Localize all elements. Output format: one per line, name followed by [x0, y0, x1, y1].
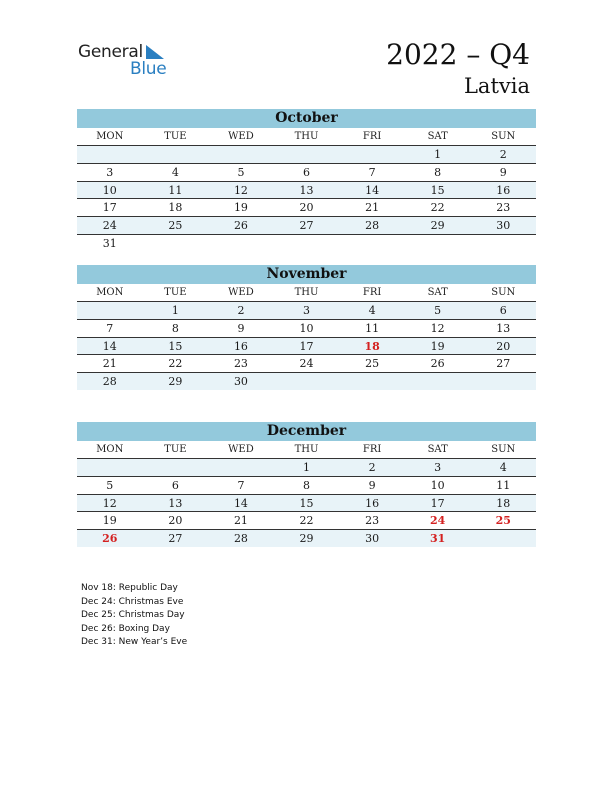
holiday-note: Dec 26: Boxing Day — [81, 623, 170, 634]
date-cell: 23 — [233, 357, 248, 371]
date-cell: 14 — [365, 183, 380, 197]
date-cell: 25 — [365, 357, 380, 371]
date-cell: 3 — [106, 165, 114, 179]
weekday-label: WED — [228, 131, 254, 142]
date-cell: 2 — [237, 304, 245, 317]
date-cell: 19 — [233, 201, 248, 215]
date-cell — [339, 373, 405, 390]
date-cell: 14 — [102, 339, 117, 353]
weekday-label: SUN — [491, 131, 516, 142]
date-cell — [470, 235, 536, 252]
holiday-note: Dec 25: Christmas Day — [81, 610, 185, 621]
holiday-date-cell: 31 — [430, 532, 446, 546]
date-cell: 30 — [496, 219, 511, 233]
weekday-label: THU — [294, 131, 319, 142]
week-row — [77, 530, 536, 547]
date-cell: 8 — [303, 478, 311, 492]
date-cell: 1 — [434, 148, 442, 161]
date-cell — [208, 146, 274, 163]
date-cell — [470, 373, 536, 390]
date-cell: 23 — [365, 514, 380, 528]
date-cell: 4 — [171, 165, 179, 179]
month-december — [77, 422, 536, 547]
date-cell: 17 — [102, 201, 117, 215]
date-cell: 28 — [365, 219, 380, 233]
date-cell: 15 — [299, 496, 314, 510]
date-cell: 13 — [168, 496, 183, 510]
date-cell — [143, 146, 209, 163]
date-cell — [470, 530, 536, 547]
month-october — [77, 109, 536, 252]
date-cell: 17 — [299, 339, 314, 353]
holiday-date-cell: 18 — [364, 339, 380, 353]
date-cell: 3 — [303, 304, 311, 317]
date-cell: 1 — [171, 304, 179, 317]
weekday-label: TUE — [164, 444, 187, 455]
weekday-label: THU — [294, 287, 319, 298]
date-cell: 9 — [368, 478, 376, 492]
date-cell: 10 — [102, 183, 117, 197]
date-cell: 11 — [496, 478, 511, 492]
date-cell: 15 — [430, 183, 445, 197]
week-row — [77, 338, 536, 356]
week-row — [77, 146, 536, 164]
holiday-date-cell: 26 — [102, 532, 118, 546]
date-cell: 22 — [299, 514, 314, 528]
weekday-label: THU — [294, 444, 319, 455]
date-cell: 17 — [430, 496, 445, 510]
week-row — [77, 217, 536, 235]
date-cell: 22 — [168, 357, 183, 371]
date-cell: 11 — [168, 183, 183, 197]
date-cell: 13 — [299, 183, 314, 197]
weekday-label: FRI — [362, 287, 382, 298]
date-cell: 10 — [430, 478, 445, 492]
date-cell: 20 — [299, 201, 314, 215]
weekday-label: TUE — [164, 131, 187, 142]
week-row — [77, 182, 536, 200]
date-cell: 28 — [233, 532, 248, 546]
date-cell: 5 — [434, 304, 442, 317]
date-cell: 27 — [168, 532, 183, 546]
date-cell — [274, 146, 340, 163]
holiday-notes — [81, 582, 187, 650]
holiday-date-cell: 24 — [430, 514, 446, 528]
date-cell: 8 — [171, 321, 179, 335]
weekday-header-row — [77, 441, 536, 459]
month-header: October — [77, 109, 536, 128]
logo — [78, 42, 178, 82]
week-row — [77, 373, 536, 390]
month-november — [77, 265, 536, 390]
week-row — [77, 459, 536, 477]
date-cell: 22 — [430, 201, 445, 215]
date-cell: 10 — [299, 321, 314, 335]
date-cell: 2 — [499, 148, 507, 161]
weekday-label: FRI — [362, 131, 382, 142]
date-cell: 16 — [233, 339, 248, 353]
weekday-label: MON — [96, 131, 124, 142]
week-row — [77, 355, 536, 373]
date-cell: 12 — [430, 321, 445, 335]
page-subtitle: Latvia — [463, 74, 530, 98]
date-cell: 29 — [168, 375, 183, 389]
date-cell: 9 — [237, 321, 245, 335]
weekday-header-row — [77, 128, 536, 146]
date-cell: 23 — [496, 201, 511, 215]
date-cell: 7 — [368, 165, 376, 179]
weekday-label: MON — [96, 444, 124, 455]
date-cell: 21 — [233, 514, 248, 528]
weekday-label: FRI — [362, 444, 382, 455]
weekday-label: WED — [228, 287, 254, 298]
date-cell: 4 — [499, 461, 507, 474]
weekday-header-row — [77, 284, 536, 302]
date-cell: 24 — [299, 357, 314, 371]
date-cell: 19 — [102, 514, 117, 528]
logo-blue-text: Blue — [130, 59, 167, 79]
weekday-label: SAT — [427, 287, 448, 298]
date-cell: 15 — [168, 339, 183, 353]
date-cell: 6 — [499, 304, 507, 317]
holiday-note: Nov 18: Republic Day — [81, 583, 178, 593]
holiday-note: Dec 24: Christmas Eve — [81, 596, 184, 607]
date-cell: 12 — [233, 183, 248, 197]
week-row — [77, 164, 536, 182]
date-cell: 26 — [233, 219, 248, 233]
date-cell: 7 — [237, 478, 245, 492]
week-row — [77, 477, 536, 495]
date-cell — [77, 459, 143, 476]
weekday-label: SUN — [491, 444, 516, 455]
date-cell: 20 — [168, 514, 183, 528]
weekday-label: MON — [96, 287, 124, 298]
date-cell — [405, 373, 471, 390]
date-cell: 16 — [496, 183, 511, 197]
date-cell — [405, 235, 471, 252]
date-cell: 7 — [106, 321, 114, 335]
date-cell: 19 — [430, 339, 445, 353]
date-cell: 21 — [102, 357, 117, 371]
date-cell: 26 — [430, 357, 445, 371]
date-cell — [274, 373, 340, 390]
month-header: November — [77, 265, 536, 284]
date-cell: 12 — [102, 496, 117, 510]
week-row — [77, 199, 536, 217]
weekday-label: SAT — [427, 444, 448, 455]
page-title: 2022 – Q4 — [386, 38, 530, 71]
date-cell — [77, 146, 143, 163]
date-cell — [274, 235, 340, 252]
date-cell: 9 — [499, 165, 507, 179]
date-cell: 5 — [237, 165, 245, 179]
date-cell — [339, 235, 405, 252]
date-cell: 4 — [368, 304, 376, 317]
date-cell: 16 — [365, 496, 380, 510]
week-row — [77, 495, 536, 513]
date-cell: 25 — [168, 219, 183, 233]
date-cell: 18 — [496, 496, 511, 510]
date-cell: 5 — [106, 478, 114, 492]
logo-general-text: General — [78, 42, 143, 62]
holiday-note: Dec 31: New Year’s Eve — [81, 637, 188, 648]
holiday-date-cell: 25 — [495, 514, 511, 528]
weekday-label: WED — [228, 444, 254, 455]
date-cell: 13 — [496, 321, 511, 335]
date-cell: 6 — [171, 478, 179, 492]
date-cell — [143, 459, 209, 476]
date-cell: 20 — [496, 339, 511, 353]
date-cell: 21 — [365, 201, 380, 215]
date-cell: 11 — [365, 321, 380, 335]
date-cell: 27 — [299, 219, 314, 233]
date-cell: 31 — [102, 236, 117, 250]
date-cell: 27 — [496, 357, 511, 371]
date-cell: 24 — [102, 219, 117, 233]
week-row — [77, 302, 536, 320]
month-header: December — [77, 422, 536, 441]
weekday-label: SAT — [427, 131, 448, 142]
date-cell: 8 — [434, 165, 442, 179]
date-cell: 28 — [102, 375, 117, 389]
date-cell: 18 — [168, 201, 183, 215]
date-cell: 30 — [233, 375, 248, 389]
date-cell — [208, 459, 274, 476]
date-cell: 2 — [368, 461, 376, 474]
date-cell: 6 — [303, 165, 311, 179]
date-cell: 14 — [233, 496, 248, 510]
date-cell: 1 — [303, 461, 311, 474]
week-row — [77, 320, 536, 338]
date-cell: 30 — [365, 532, 380, 546]
date-cell: 3 — [434, 461, 442, 474]
date-cell — [77, 302, 143, 319]
week-row — [77, 235, 536, 252]
date-cell — [143, 235, 209, 252]
date-cell — [339, 146, 405, 163]
weekday-label: SUN — [491, 287, 516, 298]
date-cell: 29 — [430, 219, 445, 233]
week-row — [77, 512, 536, 530]
date-cell — [208, 235, 274, 252]
weekday-label: TUE — [164, 287, 187, 298]
date-cell: 29 — [299, 532, 314, 546]
